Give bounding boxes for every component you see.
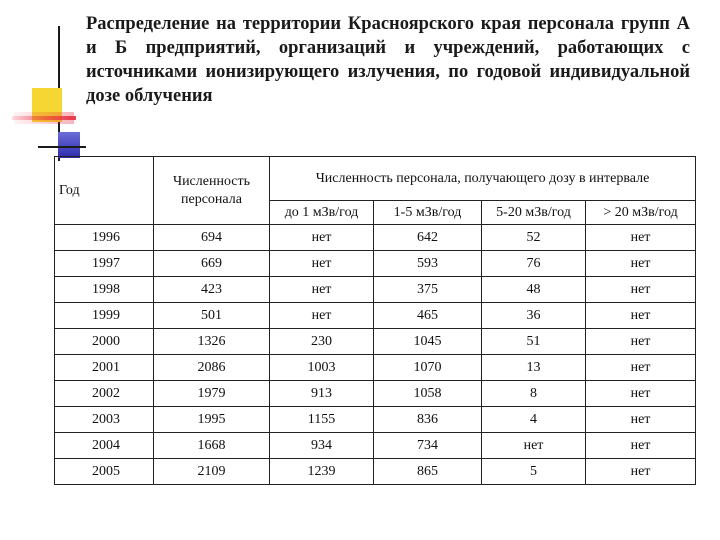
cell-under-1: 913 [270, 381, 374, 407]
header-interval-1-5: 1-5 мЗв/год [374, 201, 482, 225]
slide-title: Распределение на территории Красноярского края персонала групп А и Б предприятий, организаций и учреждений, работающих с источниками ионизирующего излучения, по годовой индивидуальной дозе облучения [86, 14, 690, 106]
header-interval-over-20: > 20 мЗв/год [586, 201, 696, 225]
cell-under-1: 1155 [270, 407, 374, 433]
cell-total: 694 [154, 225, 270, 251]
cell-1-5: 1070 [374, 355, 482, 381]
cell-1-5: 375 [374, 277, 482, 303]
cell-5-20: 36 [482, 303, 586, 329]
cell-total: 1979 [154, 381, 270, 407]
header-total-personnel: Численность персонала [154, 157, 270, 225]
cell-year: 2005 [55, 459, 154, 485]
cell-year: 2002 [55, 381, 154, 407]
cell-year: 1999 [55, 303, 154, 329]
cell-year: 1998 [55, 277, 154, 303]
cell-over-20: нет [586, 225, 696, 251]
table-row [55, 459, 696, 485]
table-row [55, 381, 696, 407]
cell-total: 1995 [154, 407, 270, 433]
cell-1-5: 836 [374, 407, 482, 433]
cell-5-20: 48 [482, 277, 586, 303]
dose-distribution-table [54, 156, 696, 485]
cell-total: 669 [154, 251, 270, 277]
cell-over-20: нет [586, 459, 696, 485]
table-row [55, 303, 696, 329]
cell-over-20: нет [586, 303, 696, 329]
cell-1-5: 1058 [374, 381, 482, 407]
cell-year: 2004 [55, 433, 154, 459]
cell-5-20: 5 [482, 459, 586, 485]
cell-total: 1668 [154, 433, 270, 459]
cell-5-20: 13 [482, 355, 586, 381]
cell-total: 2109 [154, 459, 270, 485]
cell-5-20: 76 [482, 251, 586, 277]
cell-5-20: нет [482, 433, 586, 459]
table-row [55, 251, 696, 277]
cell-under-1: нет [270, 225, 374, 251]
cell-1-5: 642 [374, 225, 482, 251]
cell-over-20: нет [586, 251, 696, 277]
cell-total: 1326 [154, 329, 270, 355]
cell-over-20: нет [586, 381, 696, 407]
header-row-group [55, 157, 696, 201]
cell-total: 423 [154, 277, 270, 303]
table-row [55, 225, 696, 251]
header-dose-interval-group: Численность персонала, получающего дозу в интервале [270, 157, 696, 201]
table-row [55, 355, 696, 381]
cell-over-20: нет [586, 355, 696, 381]
cell-under-1: нет [270, 251, 374, 277]
table-row [55, 329, 696, 355]
cell-over-20: нет [586, 277, 696, 303]
cell-under-1: нет [270, 303, 374, 329]
cell-under-1: 1239 [270, 459, 374, 485]
cell-1-5: 593 [374, 251, 482, 277]
cell-under-1: 934 [270, 433, 374, 459]
decor-red-bar [12, 116, 76, 120]
decor-horizontal-line [38, 146, 86, 148]
cell-year: 1997 [55, 251, 154, 277]
cell-5-20: 51 [482, 329, 586, 355]
cell-year: 2000 [55, 329, 154, 355]
header-year: Год [55, 157, 154, 225]
table-row [55, 407, 696, 433]
cell-5-20: 8 [482, 381, 586, 407]
cell-over-20: нет [586, 407, 696, 433]
table-row [55, 277, 696, 303]
cell-1-5: 865 [374, 459, 482, 485]
cell-1-5: 734 [374, 433, 482, 459]
table-row [55, 433, 696, 459]
cell-under-1: 230 [270, 329, 374, 355]
cell-over-20: нет [586, 329, 696, 355]
cell-total: 501 [154, 303, 270, 329]
cell-under-1: 1003 [270, 355, 374, 381]
header-interval-under-1: до 1 мЗв/год [270, 201, 374, 225]
cell-under-1: нет [270, 277, 374, 303]
cell-over-20: нет [586, 433, 696, 459]
cell-year: 2001 [55, 355, 154, 381]
header-interval-5-20: 5-20 мЗв/год [482, 201, 586, 225]
cell-year: 2003 [55, 407, 154, 433]
cell-1-5: 1045 [374, 329, 482, 355]
cell-year: 1996 [55, 225, 154, 251]
cell-5-20: 52 [482, 225, 586, 251]
cell-total: 2086 [154, 355, 270, 381]
decor-blue-square [58, 132, 80, 158]
cell-5-20: 4 [482, 407, 586, 433]
cell-1-5: 465 [374, 303, 482, 329]
